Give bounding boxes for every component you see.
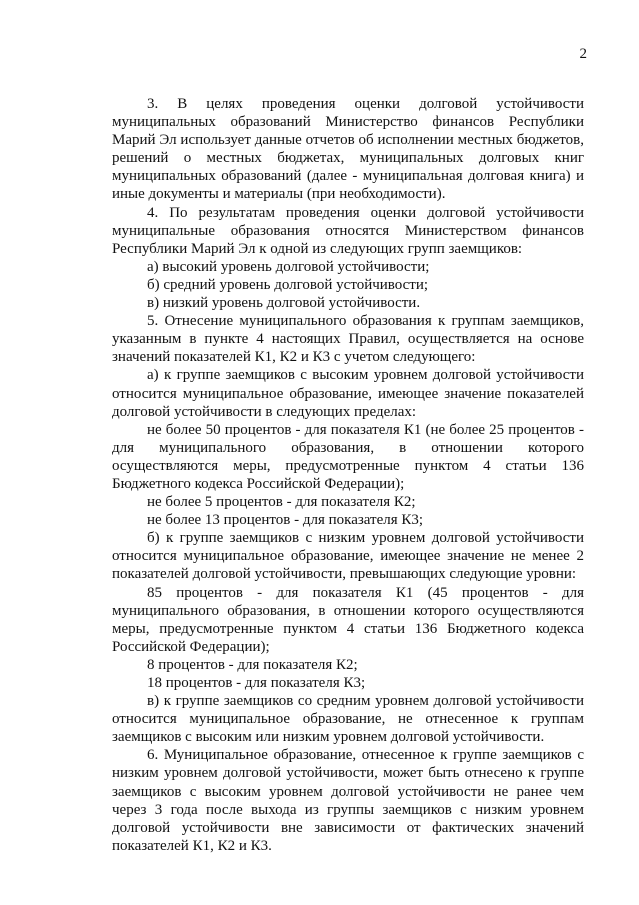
threshold-k3-high: не более 13 процентов - для показателя К3; — [147, 512, 424, 529]
paragraph-5b: б) к группе заемщиков с низким уровнем долговой устойчивости относится муниципальное образование, имеющее значение не менее 2 показателей долговой устойчивости, превышающих следующие уровни: — [112, 530, 584, 583]
threshold-k1-high: не более 50 процентов - для показателя К1 (не более 25 процентов - для муниципального образования, в отношении которого осуществляются меры, предусмотренные пунктом 4 статьи 136 Бюджетного кодекса Российской Федерации); — [112, 421, 584, 492]
paragraph-3: 3. В целях проведения оценки долговой устойчивости муниципальных образований Министерство финансов Республики Марий Эл использует данные отчетов об исполнении местных бюджетов, решений о местных бюджетах, муниципальных долговых книг муниципальных образований (далее - муниципальная долговая книга) и иные документы и материалы (при необходимости). — [112, 96, 584, 203]
paragraph-4: 4. По результатам проведения оценки долговой устойчивости муниципальные образования относятся Министерством финансов Республики Марий Эл к одной из следующих групп заемщиков: — [112, 204, 584, 257]
threshold-k3-low: 18 процентов - для показателя К3; — [147, 675, 366, 691]
document-body — [112, 95, 584, 855]
paragraph-5a: а) к группе заемщиков с высоким уровнем долговой устойчивости относится муниципальное образование, имеющее значение показателей долговой устойчивости в следующих пределах: — [112, 367, 584, 420]
list-item-high: а) высокий уровень долговой устойчивости; — [147, 258, 430, 275]
page-number: 2 — [579, 46, 587, 62]
list-item-low: в) низкий уровень долговой устойчивости. — [147, 295, 421, 312]
list-item-medium: б) средний уровень долговой устойчивости; — [147, 276, 429, 293]
threshold-k2-low: 8 процентов - для показателя К2; — [147, 656, 358, 673]
threshold-k1-low: 85 процентов - для показателя К1 (45 процентов - для муниципального образования, в отношении которого осуществляются меры, предусмотренные пунктом 4 статьи 136 Бюджетного кодекса Российской Федерации); — [112, 584, 584, 655]
paragraph-6: 6. Муниципальное образование, отнесенное к группе заемщиков с низким уровнем долговой устойчивости, может быть отнесено к группе заемщиков с высоким уровнем долговой устойчивости не ранее чем через 3 года после выхода из группы заемщиков с низким уровнем долговой устойчивости вне зависимости от фактических значений показателей К1, К2 и К3. — [112, 747, 584, 854]
paragraph-5c: в) к группе заемщиков со средним уровнем долговой устойчивости относится муниципальное образование, не отнесенное к группам заемщиков с высоким или низким уровнем долговой устойчивости. — [112, 693, 584, 746]
threshold-k2-high: не более 5 процентов - для показателя К2; — [147, 494, 416, 511]
paragraph-5: 5. Отнесение муниципального образования к группам заемщиков, указанным в пункте 4 настоящих Правил, осуществляется на основе значений показателей К1, К2 и К3 с учетом следующего: — [112, 313, 584, 366]
